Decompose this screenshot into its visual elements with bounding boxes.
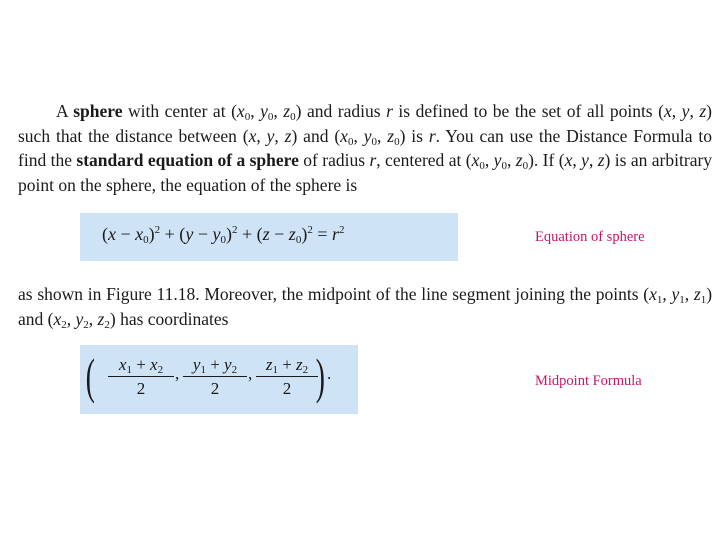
left-paren: (	[85, 348, 95, 404]
sphere-equation-label: Equation of sphere	[535, 229, 645, 245]
comma: ,	[248, 364, 253, 383]
fraction-x: $\frac{x_1 + x_2}{2}$	[108, 355, 174, 399]
sphere-equation: $(x - x_0)^2 + (y - y_0)^2 + (z - z_0)^2 = r^2$	[102, 224, 345, 246]
fraction-z: $\frac{z_1 + z_2}{2}$	[256, 355, 318, 399]
paragraph-midpoint: as shown in Figure 11.18. Moreover, the midpoint of the line segment joining the points ($x_1$, $y_1$, $z_1$) and ($x_2$, $y_2$, $z_2$) has coordinates	[18, 284, 713, 331]
paragraph-sphere-definition: A sphere with center at ($x_0$, $y_0$, $z_0$) and radius r is defined to be the set of all points (x, y, z) such that the distance between (x, y, z) and ($x_0$, $y_0$, $z_0$) is r. You can use the Distance Formula to find the standard equation of a sphere of radius r, centered at ($x_0$, $y_0$, $z_0$). If (x, y, z) is an arbitrary point on the sphere, the equation of the sphere is	[18, 101, 713, 195]
comma: ,	[175, 364, 180, 383]
midpoint-formula-box	[80, 345, 358, 414]
fraction-y: $\frac{y_1 + y_2}{2}$	[183, 355, 247, 399]
period: .	[327, 364, 332, 383]
sphere-equation-box	[80, 213, 458, 261]
midpoint-formula-label: Midpoint Formula	[535, 373, 642, 389]
right-paren: )	[315, 348, 325, 404]
